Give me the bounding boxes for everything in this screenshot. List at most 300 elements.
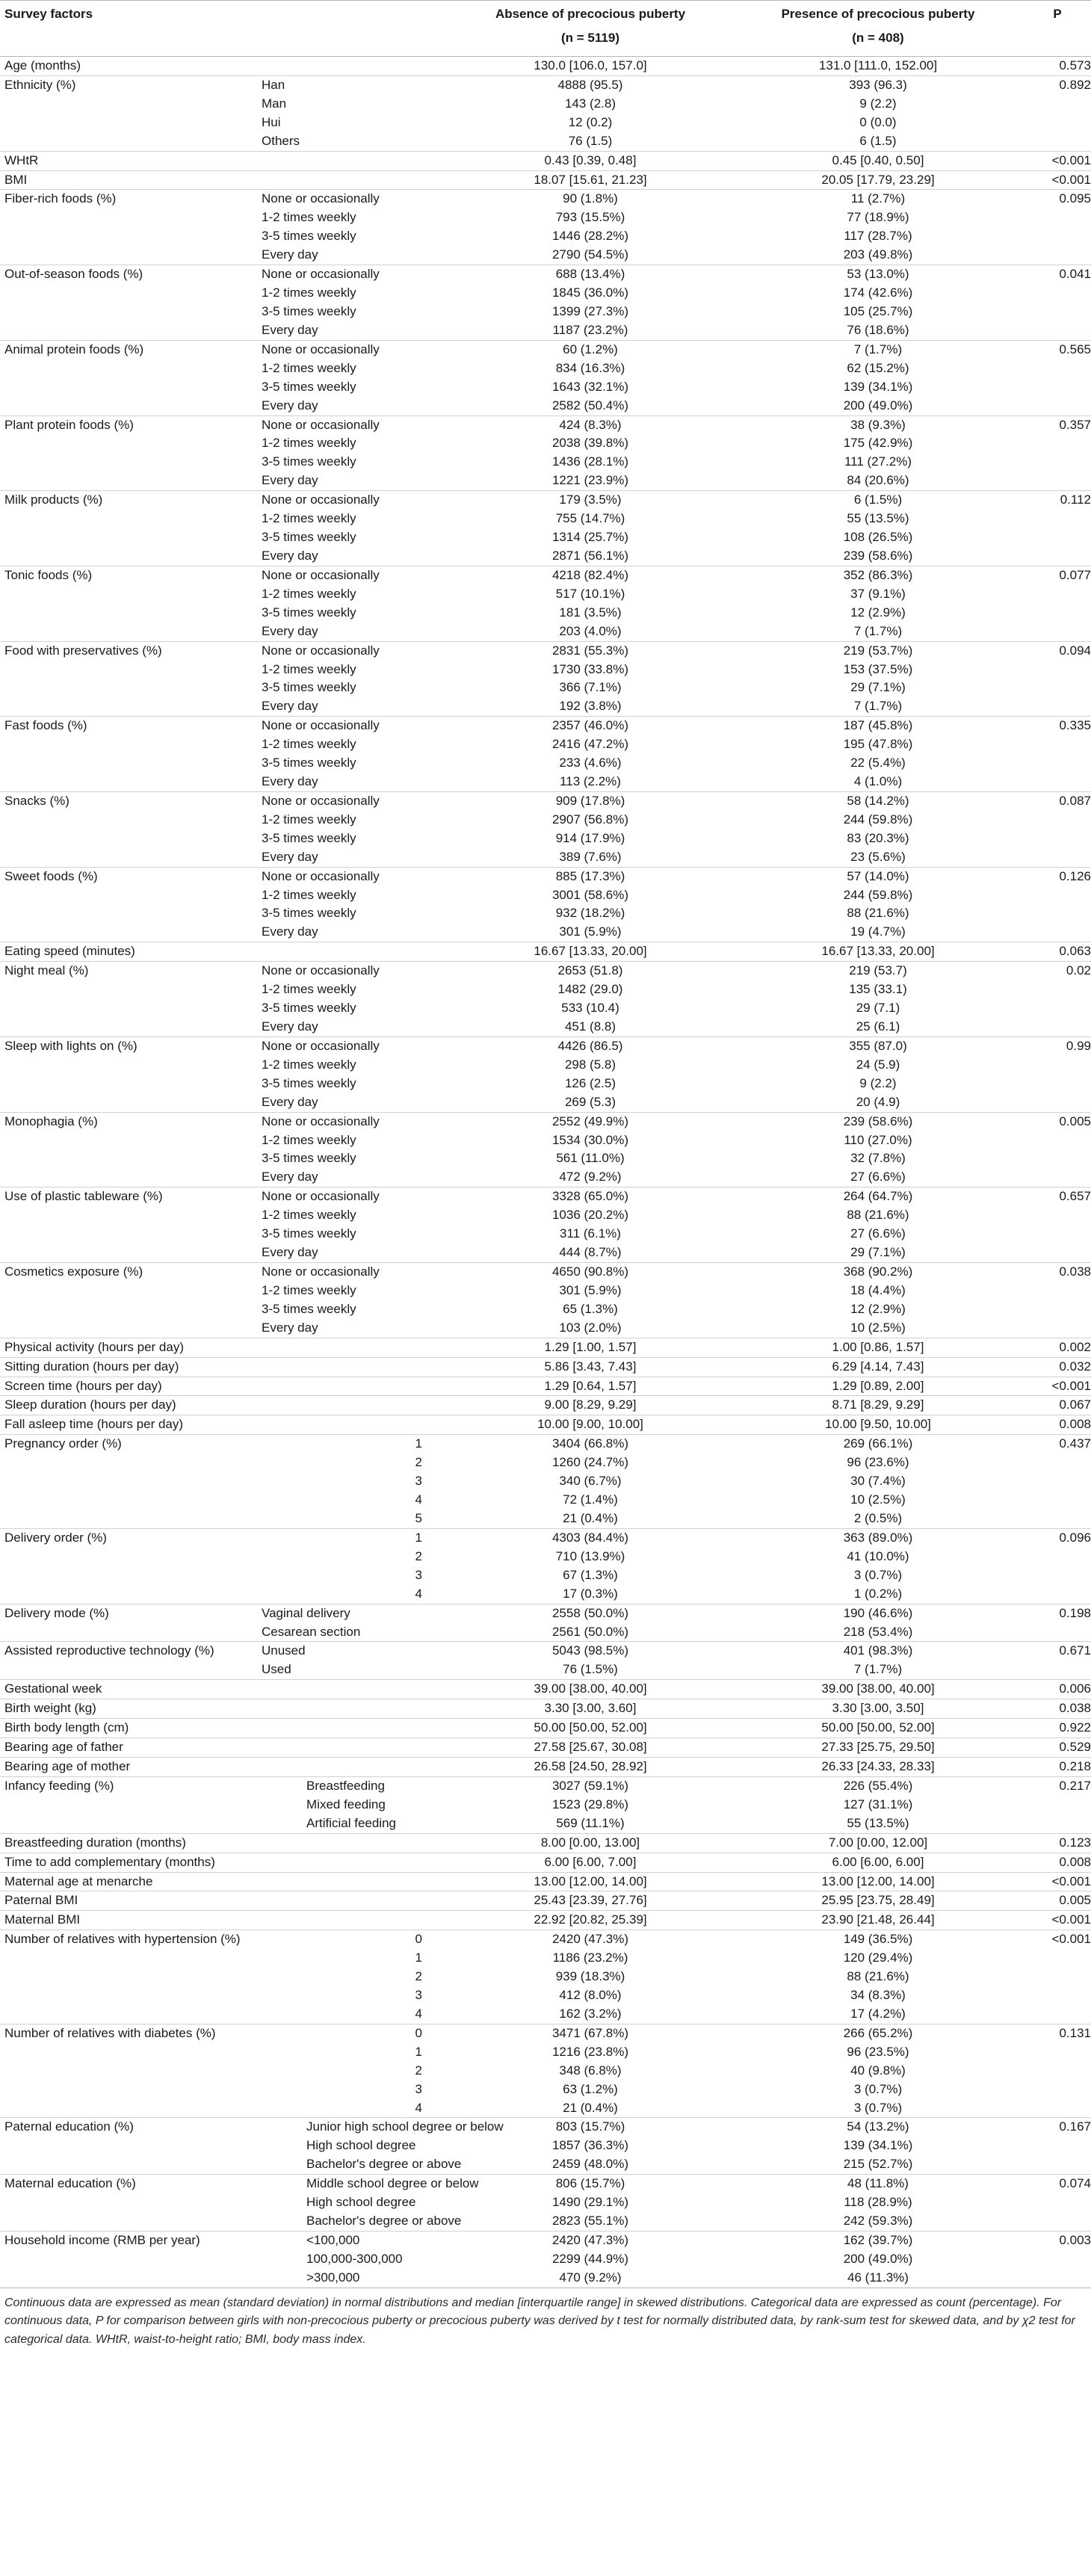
table-row (0, 1718, 1091, 1738)
cell-presence: 393 (96.3) (849, 77, 907, 92)
cell-presence: 38 (9.3%) (850, 417, 906, 432)
cell-survey-factor: Plant protein foods (%) (4, 417, 134, 432)
table-row (0, 735, 1091, 754)
table-row (0, 1112, 1091, 1131)
cell-category: 2 (415, 2063, 422, 2078)
cell-absence: 25.43 [23.39, 27.76] (534, 1893, 647, 1908)
cell-absence: 806 (15.7%) (555, 2176, 625, 2191)
cell-category: Every day (262, 548, 318, 563)
cell-absence: 1523 (29.8%) (551, 1797, 629, 1811)
cell-absence: 1221 (23.9%) (551, 473, 629, 488)
table-row (0, 961, 1091, 980)
cell-presence: 3 (0.7%) (853, 2100, 903, 2115)
table-row (0, 1244, 1091, 1262)
cell-absence: 2416 (47.2%) (551, 737, 629, 752)
cell-p-value: 0.095 (1059, 191, 1091, 206)
cell-presence: 7 (1.7%) (853, 623, 903, 638)
table-row (0, 1661, 1091, 1679)
cell-presence: 215 (52.7%) (843, 2157, 913, 2172)
table-row (0, 1891, 1091, 1910)
cell-category: None or occasionally (262, 191, 380, 206)
table-row (0, 1395, 1091, 1415)
table-row (0, 1566, 1091, 1585)
cell-p-value: 0.008 (1059, 1417, 1091, 1432)
cell-absence: 1643 (32.1%) (551, 379, 629, 394)
table-row (0, 1510, 1091, 1528)
cell-presence: 10 (2.5%) (850, 1492, 906, 1507)
cell-absence: 4218 (82.4%) (551, 567, 629, 582)
cell-survey-factor: Ethnicity (%) (4, 77, 76, 92)
cell-category: None or occasionally (262, 417, 380, 432)
cell-category: 3-5 times weekly (262, 379, 356, 394)
cell-absence: 67 (1.3%) (563, 1567, 618, 1582)
cell-category: None or occasionally (262, 1264, 380, 1279)
cell-absence: 22.92 [20.82, 25.39] (534, 1912, 647, 1927)
cell-presence: 26.33 [24.33, 28.33] (821, 1758, 935, 1773)
table-row (0, 791, 1091, 811)
table-row (0, 397, 1091, 416)
table-row (0, 1853, 1091, 1872)
cell-absence: 5043 (98.5%) (551, 1643, 629, 1658)
cell-presence: 200 (49.0%) (843, 2251, 913, 2266)
table-row (0, 321, 1091, 340)
cell-p-value: <0.001 (1051, 1912, 1091, 1927)
cell-category: Middle school degree or below (306, 2176, 479, 2191)
cell-category: 1-2 times weekly (262, 436, 356, 451)
cell-presence: 269 (66.1%) (843, 1436, 913, 1451)
table-row (0, 566, 1091, 585)
table-row (0, 2137, 1091, 2155)
cell-presence: 266 (65.2%) (843, 2025, 913, 2040)
cell-p-value: <0.001 (1051, 172, 1091, 187)
table-row (0, 1679, 1091, 1699)
table-row (0, 75, 1091, 95)
cell-absence: 63 (1.2%) (563, 2081, 618, 2096)
cell-p-value: 0.123 (1059, 1835, 1091, 1850)
cell-category: 3-5 times weekly (262, 1301, 356, 1316)
cell-presence: 187 (45.8%) (843, 718, 913, 733)
cell-survey-factor: Tonic foods (%) (4, 567, 93, 582)
cell-absence: 3.30 [3.00, 3.60] (544, 1701, 637, 1716)
cell-category: High school degree (306, 2195, 416, 2210)
cell-category: 3-5 times weekly (262, 1151, 356, 1166)
cell-category: Mixed feeding (306, 1797, 386, 1811)
cell-absence: 914 (17.9%) (555, 830, 625, 845)
cell-category: 1 (415, 1950, 422, 1965)
cell-absence: 517 (10.1%) (555, 586, 625, 601)
cell-presence: 6.00 [6.00, 6.00] (832, 1854, 924, 1869)
cell-category: High school degree (306, 2138, 416, 2153)
cell-absence: 1260 (24.7%) (551, 1455, 629, 1470)
table-row (0, 1872, 1091, 1891)
cell-presence: 111 (27.2%) (844, 454, 912, 469)
cell-absence: 1314 (25.7%) (551, 530, 629, 545)
cell-absence: 561 (11.0%) (556, 1151, 625, 1166)
table-header (0, 0, 1091, 57)
cell-presence: 76 (18.6%) (847, 322, 909, 337)
header-presence: Presence of precocious puberty (781, 7, 975, 21)
cell-presence: 1 (0.2%) (853, 1586, 903, 1601)
cell-survey-factor: Maternal BMI (4, 1912, 81, 1927)
cell-presence: 53 (13.0%) (847, 267, 909, 282)
cell-absence: 3027 (59.1%) (551, 1778, 629, 1793)
table-row (0, 2193, 1091, 2212)
cell-category: Every day (262, 774, 318, 789)
cell-category: Every day (262, 1245, 318, 1260)
cell-presence: 8.71 [8.29, 9.29] (832, 1397, 924, 1412)
cell-category: 3 (415, 2081, 422, 2096)
cell-p-value: 0.006 (1059, 1681, 1091, 1696)
cell-survey-factor: Bearing age of mother (4, 1758, 131, 1773)
cell-p-value: <0.001 (1051, 1378, 1091, 1393)
table-row (0, 716, 1091, 735)
cell-absence: 444 (8.7%) (559, 1245, 622, 1260)
cell-presence: 1.00 [0.86, 1.57] (832, 1339, 924, 1354)
cell-absence: 569 (11.1%) (556, 1815, 625, 1830)
table-row (0, 1282, 1091, 1300)
cell-absence: 60 (1.2%) (563, 342, 618, 356)
cell-absence: 2459 (48.0%) (551, 2157, 629, 2172)
cell-presence: 25.95 [23.75, 28.49] (821, 1893, 935, 1908)
cell-absence: 9.00 [8.29, 9.29] (544, 1397, 637, 1412)
cell-survey-factor: Eating speed (minutes) (4, 944, 135, 959)
cell-survey-factor: Physical activity (hours per day) (4, 1339, 184, 1354)
cell-survey-factor: Paternal BMI (4, 1893, 78, 1908)
cell-absence: 16.67 [13.33, 20.00] (534, 944, 647, 959)
cell-presence: 10.00 [9.50, 10.00] (825, 1417, 931, 1432)
cell-category: 3-5 times weekly (262, 680, 356, 695)
table-row (0, 1338, 1091, 1357)
table-row (0, 942, 1091, 961)
cell-presence: 62 (15.2%) (847, 360, 909, 375)
cell-absence: 162 (3.2%) (559, 2006, 622, 2021)
cell-presence: 27.33 [25.75, 29.50] (821, 1740, 935, 1755)
cell-presence: 226 (55.4%) (843, 1778, 913, 1793)
cell-absence: 1730 (33.8%) (551, 661, 629, 676)
table-row (0, 303, 1091, 321)
table-row (0, 867, 1091, 886)
cell-absence: 909 (17.8%) (555, 793, 625, 808)
cell-absence: 1187 (23.2%) (552, 322, 628, 337)
cell-category: 4 (415, 1586, 422, 1601)
cell-category: 1-2 times weekly (262, 887, 356, 902)
cell-presence: 7.00 [0.00, 12.00] (828, 1835, 928, 1850)
cell-absence: 65 (1.3%) (563, 1301, 618, 1316)
cell-presence: 108 (26.5%) (843, 530, 913, 545)
cell-absence: 2357 (46.0%) (551, 718, 629, 733)
cell-presence: 23 (5.6%) (850, 849, 906, 864)
cell-p-value: 0.005 (1059, 1893, 1091, 1908)
cell-absence: 793 (15.5%) (555, 210, 625, 225)
cell-category: 1-2 times weekly (262, 210, 356, 225)
cell-survey-factor: Maternal education (%) (4, 2176, 136, 2191)
table-row (0, 1377, 1091, 1396)
cell-presence: 242 (59.3%) (843, 2214, 913, 2228)
cell-p-value: 0.003 (1059, 2233, 1091, 2248)
cell-p-value: 0.218 (1059, 1758, 1091, 1773)
cell-category: 1-2 times weekly (262, 737, 356, 752)
cell-category: None or occasionally (262, 567, 380, 582)
cell-category: Breastfeeding (306, 1778, 385, 1793)
cell-p-value: 0.032 (1059, 1359, 1091, 1374)
cell-survey-factor: Delivery order (%) (4, 1530, 107, 1545)
cell-survey-factor: Cosmetics exposure (%) (4, 1264, 143, 1279)
cell-presence: 139 (34.1%) (843, 379, 913, 394)
cell-category: None or occasionally (262, 643, 380, 658)
cell-p-value: 0.041 (1059, 267, 1091, 282)
cell-category: 4 (415, 1492, 422, 1507)
cell-presence: 110 (27.0%) (844, 1132, 912, 1147)
cell-p-value: 0.067 (1059, 1397, 1091, 1412)
cell-presence: 17 (4.2%) (850, 2006, 906, 2021)
cell-absence: 932 (18.2%) (555, 906, 625, 921)
cell-absence: 2871 (56.1%) (551, 548, 629, 563)
cell-absence: 4650 (90.8%) (551, 1264, 629, 1279)
table-row (0, 604, 1091, 623)
cell-category: 4 (415, 2100, 422, 2115)
table-row (0, 1986, 1091, 2005)
cell-absence: 8.00 [0.00, 13.00] (540, 1835, 640, 1850)
table-row (0, 886, 1091, 905)
table-row (0, 434, 1091, 453)
cell-presence: 37 (9.1%) (850, 586, 906, 601)
cell-presence: 149 (36.5%) (843, 1932, 913, 1947)
cell-survey-factor: Sleep duration (hours per day) (4, 1397, 176, 1412)
table-row (0, 1357, 1091, 1377)
cell-category: <100,000 (306, 2233, 360, 2248)
cell-presence: 7 (1.7%) (853, 342, 903, 356)
cell-presence: 27 (6.6%) (850, 1170, 906, 1184)
cell-category: 3-5 times weekly (262, 303, 356, 318)
cell-category: None or occasionally (262, 342, 380, 356)
cell-category: Man (262, 96, 287, 111)
cell-absence: 1036 (20.2%) (551, 1208, 629, 1223)
cell-p-value: 0.922 (1059, 1720, 1091, 1735)
cell-category: None or occasionally (262, 793, 380, 808)
header-absence: Absence of precocious puberty (495, 7, 686, 21)
cell-category: Every day (262, 1094, 318, 1109)
table-row (0, 1168, 1091, 1187)
cell-absence: 2552 (49.9%) (551, 1114, 629, 1128)
cell-absence: 4303 (84.4%) (551, 1530, 629, 1545)
cell-absence: 2558 (50.0%) (551, 1605, 629, 1620)
cell-survey-factor: Food with preservatives (%) (4, 643, 162, 658)
cell-category: 5 (415, 1510, 422, 1525)
table-row (0, 999, 1091, 1018)
table-row (0, 2231, 1091, 2250)
cell-absence: 298 (5.8) (564, 1057, 616, 1072)
table-row (0, 209, 1091, 227)
cell-p-value: 0.087 (1059, 793, 1091, 808)
cell-presence: 7 (1.7%) (853, 699, 903, 714)
cell-absence: 21 (0.4%) (563, 1510, 618, 1525)
cell-presence: 55 (13.5%) (847, 511, 909, 526)
table-row (0, 453, 1091, 472)
header-absence-n: (n = 5119) (561, 31, 619, 45)
cell-presence: 117 (28.7%) (844, 229, 912, 244)
table-row (0, 1641, 1091, 1661)
cell-category: Every day (262, 247, 318, 262)
cell-p-value: 0.008 (1059, 1854, 1091, 1869)
cell-category: 1-2 times weekly (262, 1132, 356, 1147)
cell-absence: 90 (1.8%) (563, 191, 618, 206)
cell-presence: 175 (42.9%) (843, 436, 913, 451)
cell-presence: 3 (0.7%) (853, 1567, 903, 1582)
cell-absence: 1534 (30.0%) (551, 1132, 629, 1147)
table-row (0, 2043, 1091, 2062)
cell-p-value: 0.217 (1059, 1778, 1091, 1793)
table-row (0, 679, 1091, 697)
cell-survey-factor: Breastfeeding duration (months) (4, 1835, 186, 1850)
cell-p-value: 0.565 (1059, 342, 1091, 356)
cell-survey-factor: Night meal (%) (4, 963, 89, 978)
cell-category: 1-2 times weekly (262, 586, 356, 601)
cell-category: Others (262, 133, 300, 148)
cell-presence: 23.90 [21.48, 26.44] (821, 1912, 935, 1927)
cell-category: Bachelor's degree or above (306, 2214, 462, 2228)
cell-presence: 0.45 [0.40, 0.50] (832, 152, 924, 167)
cell-absence: 4888 (95.5) (557, 77, 623, 92)
cell-survey-factor: Bearing age of father (4, 1740, 123, 1755)
table-row (0, 904, 1091, 923)
cell-p-value: 0.038 (1059, 1264, 1091, 1279)
table-row (0, 1187, 1091, 1206)
cell-p-value: 0.063 (1059, 944, 1091, 959)
cell-presence: 88 (21.6%) (847, 1969, 909, 1984)
cell-survey-factor: Household income (RMB per year) (4, 2233, 200, 2248)
cell-presence: 96 (23.5%) (847, 2044, 909, 2059)
cell-category: Every day (262, 699, 318, 714)
cell-absence: 424 (8.3%) (559, 417, 622, 432)
cell-absence: 21 (0.4%) (563, 2100, 618, 2115)
cell-p-value: 0.002 (1059, 1339, 1091, 1354)
cell-p-value: 0.038 (1059, 1701, 1091, 1716)
cell-category: None or occasionally (262, 718, 380, 733)
cell-presence: 34 (8.3%) (850, 1988, 906, 2003)
cell-presence: 368 (90.2%) (843, 1264, 913, 1279)
cell-survey-factor: Fall asleep time (hours per day) (4, 1417, 184, 1432)
cell-presence: 46 (11.3%) (847, 2270, 909, 2285)
cell-p-value: 0.529 (1059, 1740, 1091, 1755)
cell-survey-factor: WHtR (4, 152, 39, 167)
cell-category: Junior high school degree or below (306, 2119, 504, 2134)
cell-survey-factor: Out-of-season foods (%) (4, 267, 143, 282)
cell-category: None or occasionally (262, 1038, 380, 1053)
cell-survey-factor: Pregnancy order (%) (4, 1436, 122, 1451)
cell-presence: 10 (2.5%) (850, 1320, 906, 1335)
cell-presence: 77 (18.9%) (847, 210, 909, 225)
cell-absence: 1186 (23.2%) (552, 1950, 628, 1965)
cell-presence: 3.30 [3.00, 3.50] (832, 1701, 924, 1716)
cell-category: Bachelor's degree or above (306, 2157, 462, 2172)
cell-category: 1-2 times weekly (262, 511, 356, 526)
cell-absence: 2038 (39.8%) (551, 436, 629, 451)
cell-absence: 2582 (50.4%) (551, 398, 629, 413)
cell-presence: 195 (47.8%) (843, 737, 913, 752)
table-row (0, 641, 1091, 661)
table-row (0, 528, 1091, 547)
cell-presence: 219 (53.7%) (843, 643, 913, 658)
table-row (0, 1319, 1091, 1338)
table-row (0, 1075, 1091, 1093)
cell-p-value: <0.001 (1051, 1932, 1091, 1947)
cell-survey-factor: Assisted reproductive technology (%) (4, 1643, 214, 1658)
cell-absence: 27.58 [25.67, 30.08] (534, 1740, 647, 1755)
table-row (0, 2099, 1091, 2118)
cell-category: 1-2 times weekly (262, 982, 356, 997)
cell-absence: 1.29 [0.64, 1.57] (544, 1378, 637, 1393)
table-row (0, 1131, 1091, 1150)
table-row (0, 1757, 1091, 1776)
cell-absence: 939 (18.3%) (555, 1969, 625, 1984)
cell-p-value: 0.573 (1059, 58, 1091, 72)
cell-category: Cesarean section (262, 1624, 361, 1639)
cell-presence: 54 (13.2%) (847, 2119, 909, 2134)
cell-absence: 2907 (56.8%) (551, 812, 629, 827)
table-row (0, 697, 1091, 716)
cell-p-value: 0.112 (1060, 492, 1091, 507)
cell-presence: 203 (49.8%) (843, 247, 913, 262)
cell-absence: 3328 (65.0%) (551, 1189, 629, 1204)
cell-category: 1-2 times weekly (262, 360, 356, 375)
cell-category: Every day (262, 1019, 318, 1034)
cell-category: Every day (262, 849, 318, 864)
cell-survey-factor: Screen time (hours per day) (4, 1378, 162, 1393)
cell-presence: 239 (58.6%) (843, 548, 913, 563)
cell-absence: 2831 (55.3%) (551, 643, 629, 658)
cell-category: 3-5 times weekly (262, 229, 356, 244)
cell-presence: 11 (2.7%) (850, 191, 906, 206)
table-row (0, 378, 1091, 397)
cell-absence: 1399 (27.3%) (551, 303, 629, 318)
cell-presence: 50.00 [50.00, 52.00] (821, 1720, 935, 1735)
cell-p-value: 0.074 (1059, 2176, 1091, 2191)
table-row (0, 661, 1091, 679)
cell-presence: 0 (0.0) (859, 114, 897, 129)
cell-presence: 96 (23.6%) (847, 1455, 909, 1470)
table-row (0, 1491, 1091, 1510)
cell-absence: 130.0 [106.0, 157.0] (534, 58, 647, 72)
cell-category: 3-5 times weekly (262, 454, 356, 469)
cell-absence: 2561 (50.0%) (551, 1624, 629, 1639)
table-row (0, 2005, 1091, 2024)
table-row (0, 1434, 1091, 1454)
cell-presence: 264 (64.7%) (843, 1189, 913, 1204)
cell-category: 1-2 times weekly (262, 285, 356, 300)
table-row (0, 132, 1091, 151)
table-footnote: Continuous data are expressed as mean (standard deviation) in normal distributions and median [interquartile range] in skewed distributions. Categorical data are expressed as count (percentage). For continuous data, P for comparison between girls with non-precocious puberty or precocious puberty was derived by t test for normally distributed data, by rank-sum test for skewed data, and by χ2 test for categorical data. WHtR, waist-to-height ratio; BMI, body mass index. (0, 2288, 1091, 2350)
cell-presence: 24 (5.9) (856, 1057, 900, 1072)
cell-presence: 13.00 [12.00, 14.00] (821, 1874, 935, 1888)
cell-presence: 9 (2.2) (859, 1075, 897, 1090)
table-row (0, 114, 1091, 132)
cell-absence: 688 (13.4%) (555, 267, 625, 282)
table-row (0, 246, 1091, 265)
cell-presence: 4 (1.0%) (853, 774, 903, 789)
cell-survey-factor: Gestational week (4, 1681, 102, 1696)
cell-absence: 0.43 [0.39, 0.48] (544, 152, 637, 167)
table-row (0, 1604, 1091, 1623)
cell-absence: 17 (0.3%) (563, 1586, 618, 1601)
table-row (0, 1415, 1091, 1434)
cell-absence: 755 (14.7%) (555, 511, 625, 526)
cell-category: Every day (262, 322, 318, 337)
cell-presence: 55 (13.5%) (847, 1815, 909, 1830)
cell-survey-factor: Birth weight (kg) (4, 1701, 96, 1716)
table-row (0, 2174, 1091, 2193)
table-row (0, 510, 1091, 528)
cell-survey-factor: Snacks (%) (4, 793, 69, 808)
